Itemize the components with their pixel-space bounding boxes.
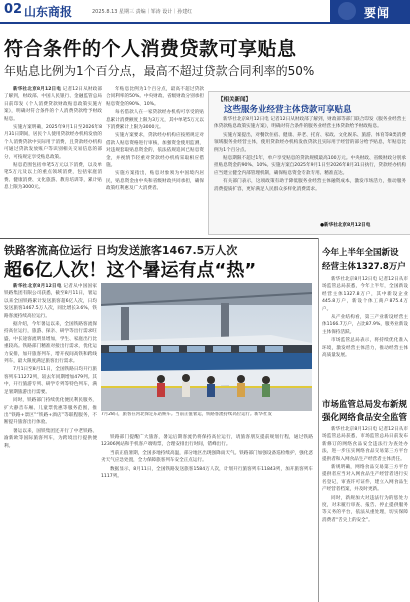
- rail-paragraph: 7月1日至8月11日，全国铁路日均开行旅客列车11272列，较去年同期增加479列。其中，开行旅游专列、研学专列等特色列车，满足暑期旅游出行需要。: [4, 367, 97, 395]
- brief1-headline-line1: 今年上半年全国新设: [322, 248, 399, 258]
- related-news-paragraph: 有关部门表示，这项政策有助于降低服务业经营主体融资成本，激发市场活力，推动服务消费提质扩容，更好满足人民群众多样化消费需求。: [214, 179, 406, 192]
- lead-paragraph: 年贴息比例为1个百分点，最高不超过贷款合同利率的50%。中央财政、省级财政分别承担贴息资金的90%、10%。: [106, 87, 204, 107]
- brief1-headline-line2: 经营主体1327.8万户: [322, 262, 406, 272]
- masthead-rule: [0, 22, 410, 24]
- brief1-paragraph: 市场监管总局表示，将持续优化准入环境，激发经营主体活力，推动经营主体高质量发展。: [322, 338, 408, 359]
- related-news-paragraph: 实施方案提出，对餐饮住宿、健康、养老、托育、家政、文化娱乐、旅游、体育等8类消费领域服务业经营主体，使用贷款经办机构发放贷款且实际用于经营的部分给予贴息，年贴息比例为1个百分点。: [214, 132, 406, 153]
- brief2-paragraph: 同时，新规加大对违法行为的惩处力度，对未履行审查、报告、停止提供服务等义务的平台，依法从重处理，切实保障消费者“舌尖上的安全”。: [322, 495, 408, 523]
- train-station-illustration: [101, 283, 312, 411]
- rail-paragraph: 当前正值暑期，全国多地持续高温，部分地区出现强降雨天气。铁路部门加强设备巡检维护，强化恶劣天气应急处置，全力保障旅客列车安全正点运行。: [101, 450, 313, 464]
- related-news-title: 这些服务业经营主体贷款可享贴息: [224, 105, 352, 115]
- brief1-paragraph: 新华社北京8月12日电 记者12日从市场监管总局获悉，今年上半年，全国新设经营主体1327.8万户，其中新设企业445.8万户，新设个体工商户875.4万户。: [322, 277, 408, 312]
- lead-paragraph: 记者12日从财政部了解到，财政部、中国人民银行、金融监管总局日前印发《个人消费贷款财政贴息政策实施方案》，明确对符合条件的个人消费贷款给予财政贴息。: [4, 87, 102, 122]
- page-number: 02: [4, 2, 23, 17]
- section-label: 要闻: [364, 6, 391, 20]
- lead-byline: 新华社北京8月12日电: [13, 87, 62, 92]
- lead-paragraph: 贴息范围包括单笔5万元以下消费，以及单笔5万元及以上的重点领域消费，包括家庭消费、健康消费、文化旅游、教育培训等，累计贴息上限为3000元。: [4, 163, 102, 191]
- related-news-tag: 【相关新闻】: [218, 97, 252, 103]
- rail-headline: 超6亿人次！这个暑运有点“热”: [4, 260, 257, 281]
- photo-caption: 7月28日，旅客在河北保定东站候车。当前正值暑运，铁路客流持续高位运行。新华社发: [101, 412, 272, 417]
- rail-paragraph: 据介绍，今年暑运以来，全国铁路客流保持高位运行，旅游、探亲、研学等出行需求旺盛，中长途客流明显增加，学生、家庭出行比重较高。铁路部门精准对接出行需求，优化运力安排，加开旅客列车，增开夜间高铁和跨线列车，最大限度满足旅客出行需求。: [4, 322, 97, 365]
- lead-paragraph: 实施方案明确，2025年9月1日至2026年8月31日期间，居民个人使用贷款经办机构发放的个人消费贷款中实际用于消费，且贷款经办机构可通过贷款发放账户等识别相关交易信息的部分，可按规定享受贴息政策。: [4, 125, 102, 160]
- brief1-body: [322, 276, 408, 394]
- brief2-paragraph: 新规明确，网络食品交易第三方平台提供者应当对入网食品生产经营者进行实名登记，审查许可证件，建立入网食品生产经营者档案，并及时更新。: [322, 465, 408, 493]
- lead-subheadline: 年贴息比例为1个百分点，最高不超过贷款合同利率的50%: [4, 64, 315, 78]
- lead-column-2: [106, 86, 204, 236]
- story-divider: [0, 238, 318, 239]
- lead-column-1: [4, 86, 102, 236]
- masthead: [0, 0, 410, 22]
- rail-byline: 新华社北京8月12日电: [13, 284, 62, 289]
- related-news-paragraph: 新华社北京8月12日电 记者12日从财政部了解到，财政部等部门联合印发《服务业经营主体贷款贴息政策实施方案》，明确对符合条件的服务业经营主体贷款给予财政贴息。: [214, 117, 406, 130]
- brief2-paragraph: 新华社北京8月12日电 记者12日从市场监管总局获悉，市场监管总局日前发布新修订的网络食品安全违法行为查处办法，进一步压实网络食品交易第三方平台提供者和入网食品生产经营者主体责任。: [322, 427, 408, 462]
- column-divider: [318, 238, 319, 602]
- newspaper-name: 山东商报: [24, 5, 73, 19]
- issue-meta: 2025.8.13 星期三 责编｜邹涛 设计｜孙建红: [92, 9, 193, 15]
- rail-paragraph: 铁路部门提醒广大旅客，暑运后期客流仍将保持高位运行，请旅客朋友提前规划行程，通过铁路12306网站和手机客户端购票，合理安排出行时间，错峰出行。: [101, 435, 313, 448]
- lead-paragraph: 实施方案指出，贴息对象须为中国境内居民，贴息资金由中央和省级财政共同承担，确保政策红利惠及广大消费者。: [106, 171, 204, 192]
- lead-headline: 符合条件的个人消费贷款可享贴息: [4, 38, 297, 60]
- lead-paragraph: 实施方案要求，贷款经办机构应按照规定对借款人贴息资格进行审核，加强资金使用监测，对违规套取贴息资金的，依法依规追回已贴息资金，并视情节轻重对贷款经办机构采取相应措施。: [106, 133, 204, 169]
- lead-paragraph: 每名借款人在一家贷款经办机构可享受的贴息累计消费额度上限为3万元，其中单笔5万元以下消费累计上限为3000元。: [106, 110, 204, 131]
- rail-paragraph: 暑运以来，国铁集团还开行了中老铁路、渝新欧等国际旅客列车，为跨境出行提供便利。: [4, 428, 97, 449]
- rail-column-1: [4, 283, 97, 599]
- rail-column-2: [101, 434, 313, 599]
- related-news-body: [214, 116, 406, 230]
- flower-ornament-icon: [338, 2, 356, 20]
- rail-paragraph: 同时，铁路部门持续优化便民利民服务，扩大静音车厢、儿童票优惠等服务范围，推出“铁路+景区”“铁路+酒店”等联程服务，不断提升旅客出行体验。: [4, 398, 97, 426]
- brief2-headline-line2: 强化网络食品安全监管: [322, 413, 408, 423]
- rail-paragraph: 记者从中国国家铁路集团有限公司获悉，截至8月11日，暑运以来全国铁路累计发送旅客超6亿人次，日均发送旅客1467.5万人次，同比增长3.6%，铁路客流持续高位运行。: [4, 284, 97, 319]
- rail-paragraph: 数据显示，8月11日，全国铁路发送旅客1584万人次，计划开行旅客列车11843列，加开旅客列车1117列。: [101, 466, 313, 480]
- brief2-headline-line1: 市场监管总局发布新规: [322, 400, 408, 410]
- rail-kicker: 铁路客流高位运行 日均发送旅客1467.5万人次: [4, 244, 238, 257]
- brief1-paragraph: 从产业结构看，第三产业新设经营主体1166.7万户，占比87.9%，服务业新设主体保持活跃。: [322, 315, 408, 335]
- related-news-signature: ●新华社北京8月12日电: [320, 223, 371, 228]
- train-photo: [101, 283, 312, 411]
- brief2-body: [322, 426, 408, 599]
- related-news-paragraph: 贴息期限不超过1年，单户享受贴息的贷款规模最高100万元。中央财政、省级财政分别承担贴息资金的90%、10%。实施方案自2025年9月1日至2026年8月31日执行，贷款经办机构应当建立健全内部管理机制，确保贴息资金专款专用、精准直达。: [214, 156, 406, 176]
